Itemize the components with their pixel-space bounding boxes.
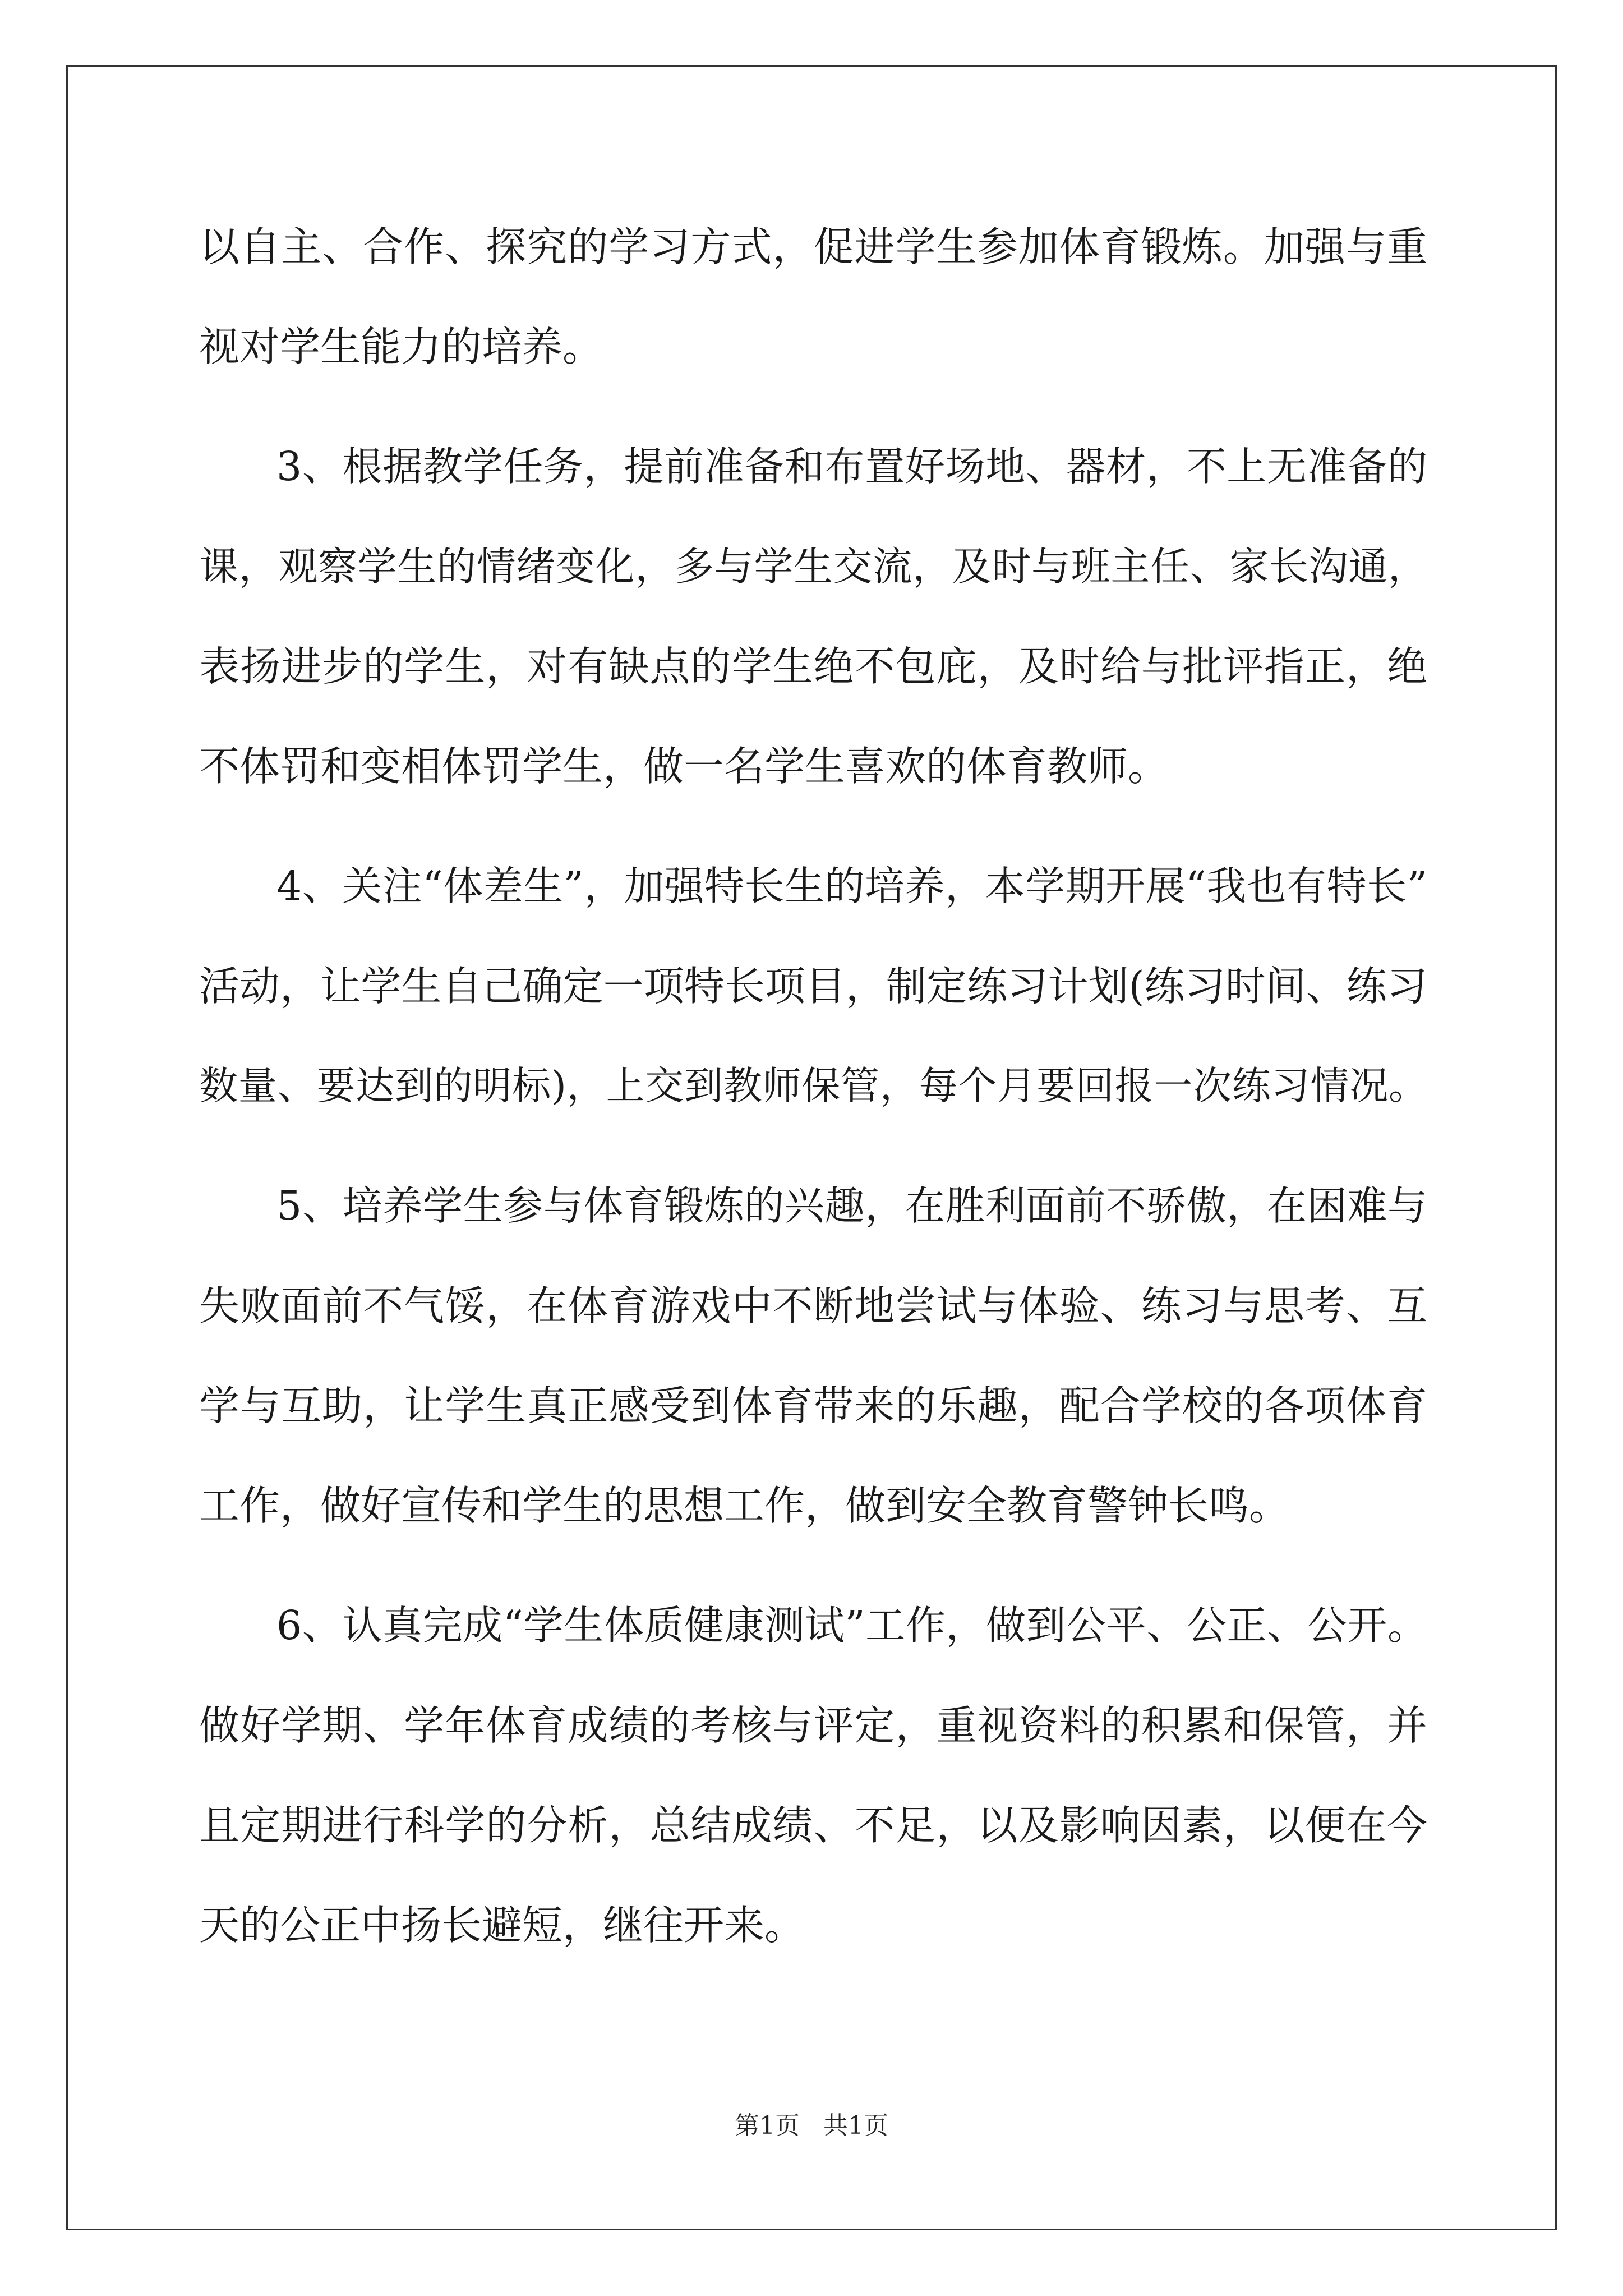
text-line: 天的公正中扬长避短，继往开来。 (199, 1902, 805, 1949)
page-number: 第1页 共1页 (735, 2111, 888, 2140)
text-line: 活动，让学生自己确定一项特长项目，制定练习计划(练习时间、练习 (199, 963, 1427, 1010)
text-line: 5、培养学生参与体育锻炼的兴趣，在胜利面前不骄傲，在困难与 (276, 1182, 1427, 1229)
text-line: 且定期进行科学的分析，总结成绩、不足，以及影响因素，以便在今 (199, 1802, 1427, 1849)
text-line: 4、关注“体差生”，加强特长生的培养，本学期开展“我也有特长” (276, 863, 1427, 909)
text-line: 数量、要达到的明标)，上交到教师保管，每个月要回报一次练习情况。 (199, 1064, 1427, 1108)
text-line: 3、根据教学任务，提前准备和布置好场地、器材，不上无准备的 (276, 443, 1427, 490)
text-line: 工作，做好宣传和学生的思想工作，做到安全教育警钟长鸣。 (199, 1482, 1290, 1529)
text-line: 做好学期、学年体育成绩的考核与评定，重视资料的积累和保管，并 (199, 1702, 1427, 1749)
text-line: 表扬进步的学生，对有缺点的学生绝不包庇，及时给与批评指正，绝 (199, 643, 1427, 690)
text-line: 6、认真完成“学生体质健康测试”工作，做到公平、公正、公开。 (276, 1602, 1427, 1649)
text-line: 学与互助，让学生真正感受到体育带来的乐趣，配合学校的各项体育 (199, 1382, 1427, 1429)
text-line: 以自主、合作、探究的学习方式，促进学生参加体育锻炼。加强与重 (199, 223, 1427, 270)
text-line: 视对学生能力的培养。 (199, 323, 603, 370)
text-line: 课，观察学生的情绪变化，多与学生交流，及时与班主任、家长沟通， (199, 544, 1427, 590)
text-line: 失败面前不气馁，在体育游戏中不断地尝试与体验、练习与思考、互 (199, 1282, 1427, 1329)
text-line: 不体罚和变相体罚学生，做一名学生喜欢的体育教师。 (199, 743, 1169, 790)
